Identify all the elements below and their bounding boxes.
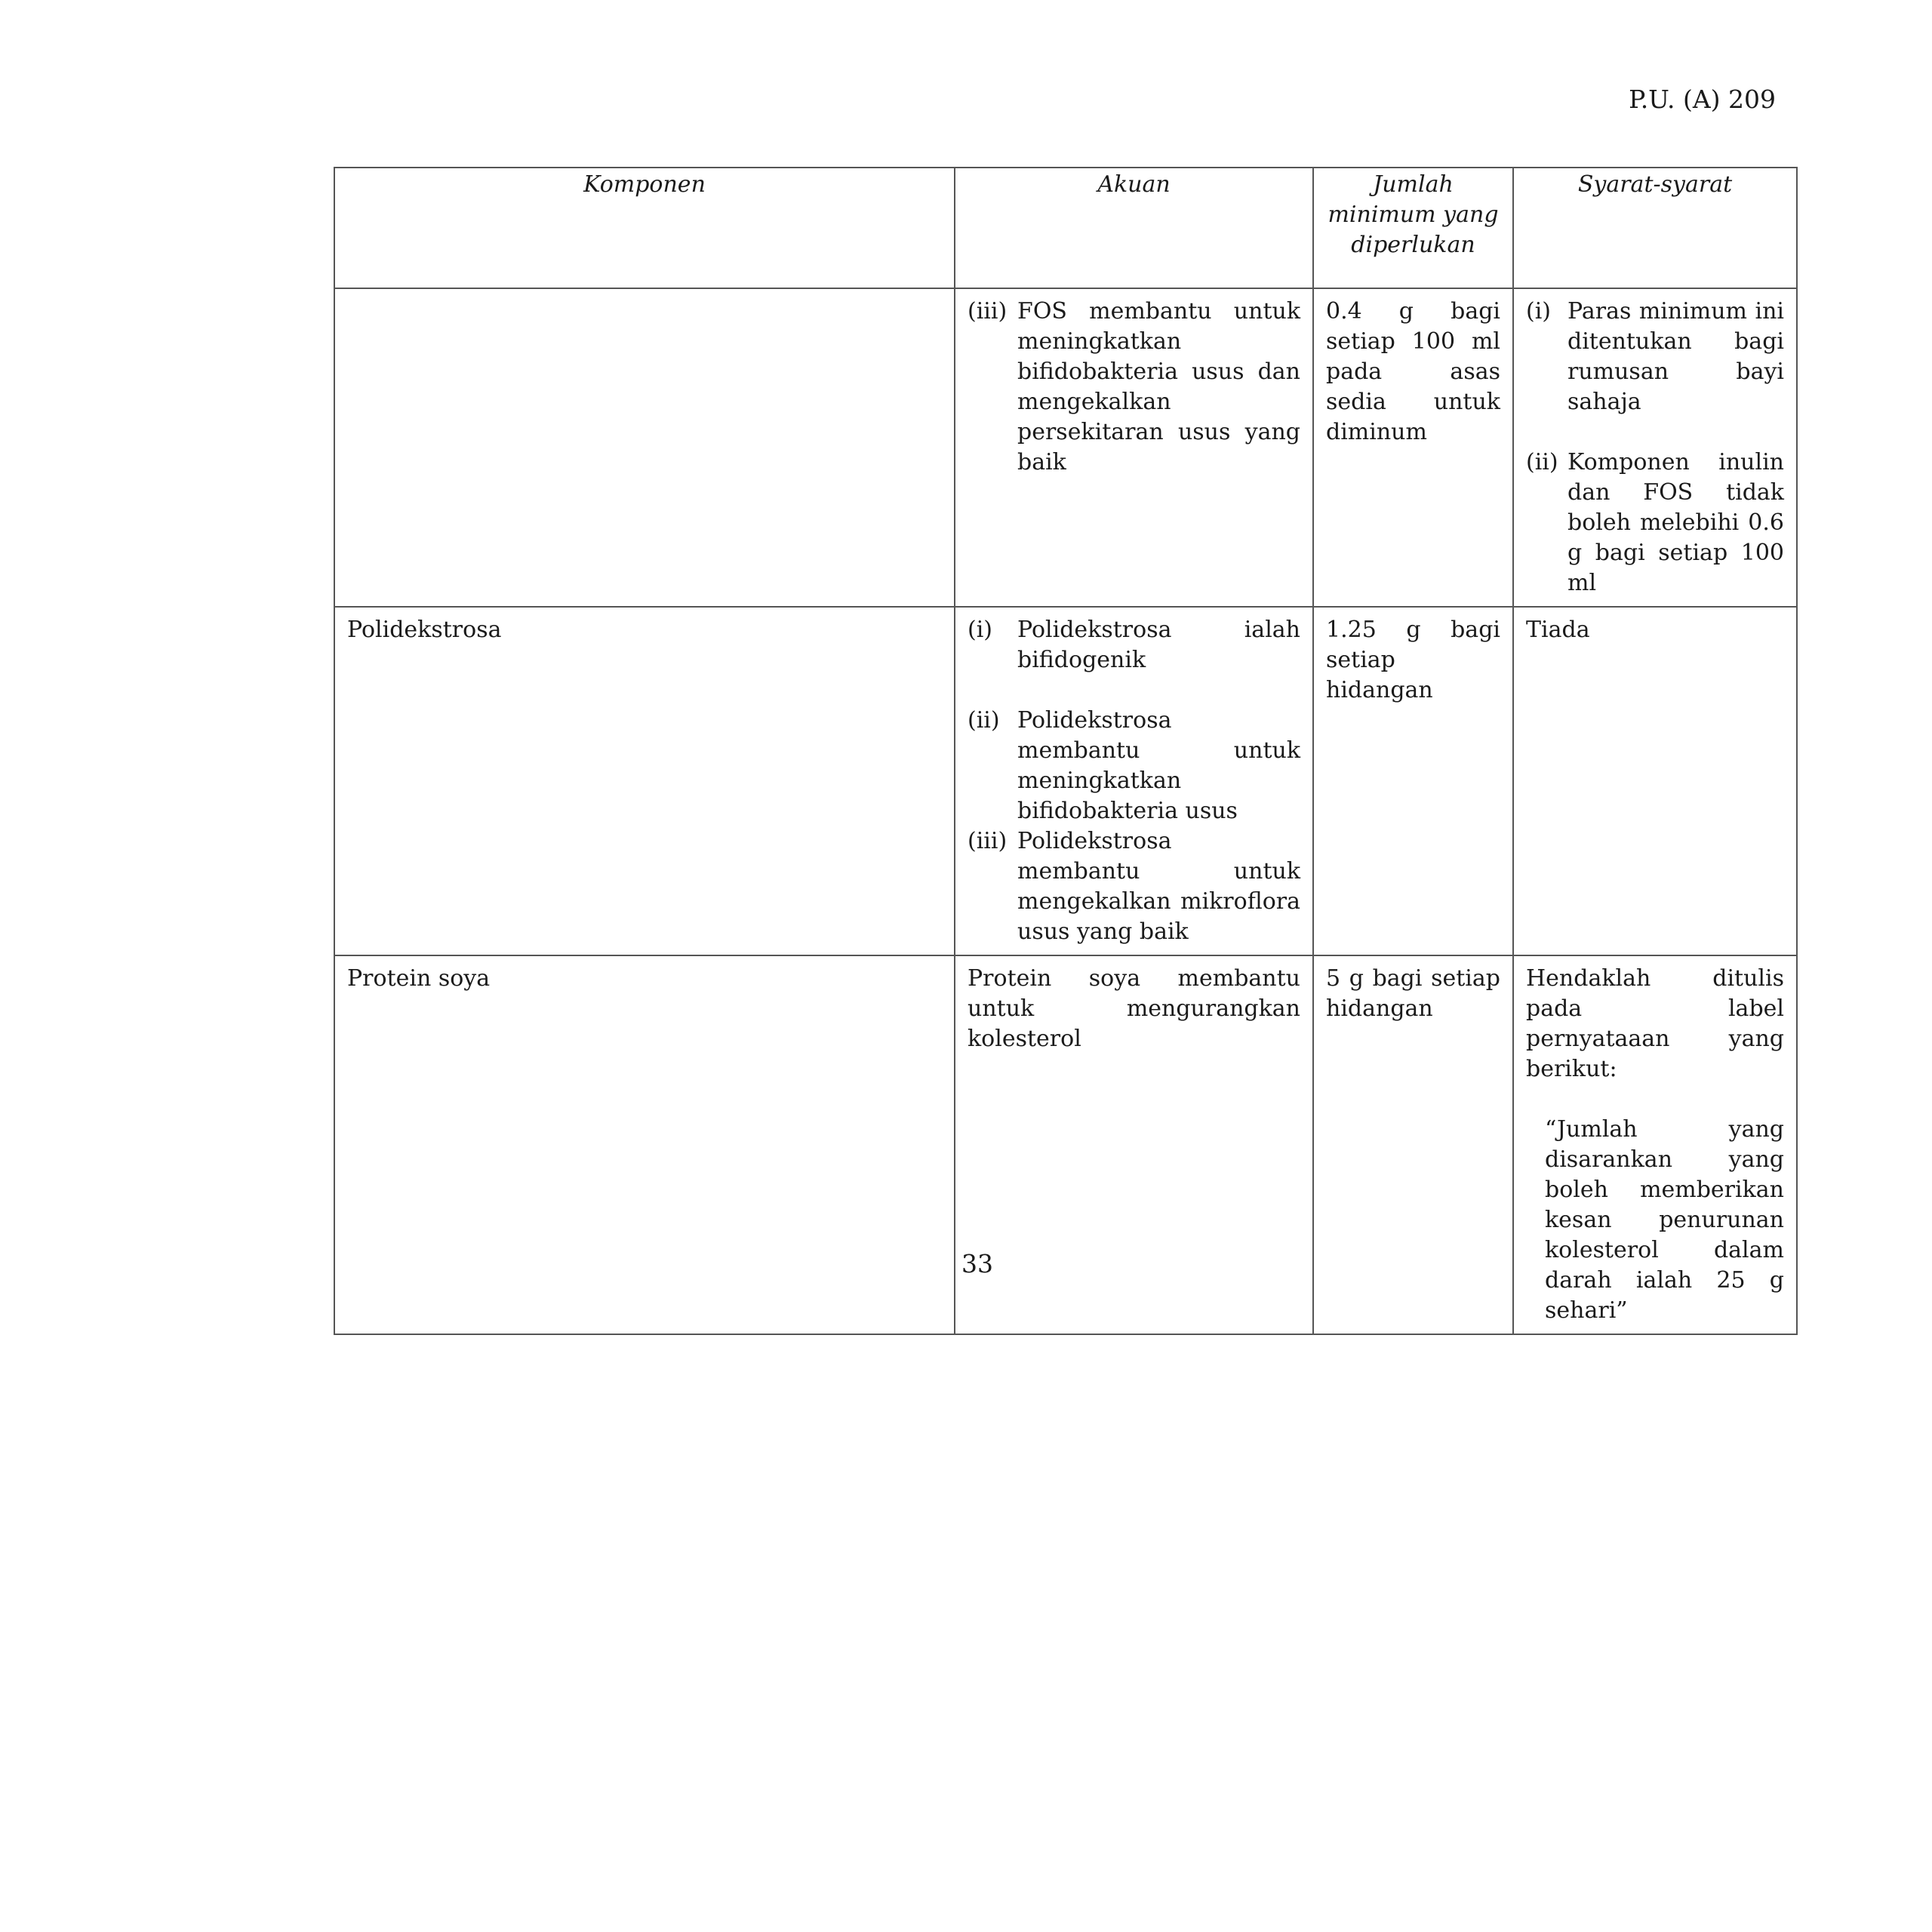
komponen-cell: Protein soya bbox=[334, 955, 955, 1334]
akuan-item bbox=[968, 706, 1300, 826]
column-header-syarat: Syarat-syarat bbox=[1513, 168, 1797, 288]
column-header-jumlah: Jumlah minimum yang diperlukan bbox=[1313, 168, 1513, 288]
item-text: Polidekstrosa membantu untuk mengekalkan mikroflora usus yang baik bbox=[1017, 828, 1300, 945]
komponen-cell bbox=[334, 288, 955, 607]
akuan-item bbox=[968, 297, 1300, 478]
item-text: FOS membantu untuk meningkatkan bifidobakteria usus dan mengekalkan persekitaran usus yang baik bbox=[1017, 298, 1300, 475]
document-reference: P.U. (A) 209 bbox=[1629, 85, 1776, 114]
claims-table bbox=[334, 167, 1798, 1335]
item-text: Polidekstrosa ialah bifidogenik bbox=[1017, 617, 1300, 673]
table-row bbox=[334, 288, 1797, 607]
item-number: (i) bbox=[1526, 298, 1552, 325]
syarat-cell: Tiada bbox=[1513, 607, 1797, 955]
akuan-cell bbox=[955, 607, 1313, 955]
komponen-cell: Polidekstrosa bbox=[334, 607, 955, 955]
jumlah-cell: 1.25 g bagi setiap hidangan bbox=[1313, 607, 1513, 955]
akuan-item bbox=[968, 615, 1300, 675]
item-number: (i) bbox=[968, 617, 993, 643]
column-header-akuan: Akuan bbox=[955, 168, 1313, 288]
syarat-item bbox=[1526, 448, 1784, 598]
syarat-quote: “Jumlah yang disarankan yang boleh memberikan kesan penurunan kolesterol dalam darah ialah 25 g sehari” bbox=[1545, 1116, 1784, 1324]
akuan-item bbox=[968, 826, 1300, 947]
syarat-item bbox=[1526, 297, 1784, 417]
item-text: Paras minimum ini ditentukan bagi rumusan bayi sahaja bbox=[1567, 298, 1784, 415]
page-number: 33 bbox=[961, 1249, 993, 1278]
jumlah-cell: 5 g bagi setiap hidangan bbox=[1313, 955, 1513, 1334]
item-number: (iii) bbox=[968, 298, 1008, 325]
table-header-row bbox=[334, 168, 1797, 288]
syarat-intro: Hendaklah ditulis pada label pernyataaan yang berikut: bbox=[1526, 965, 1784, 1082]
column-header-komponen: Komponen bbox=[334, 168, 955, 288]
table-row bbox=[334, 607, 1797, 955]
item-number: (ii) bbox=[1526, 449, 1558, 475]
jumlah-cell: 0.4 g bagi setiap 100 ml pada asas sedia untuk diminum bbox=[1313, 288, 1513, 607]
syarat-cell bbox=[1513, 288, 1797, 607]
item-number: (ii) bbox=[968, 707, 1000, 734]
item-text: Komponen inulin dan FOS tidak boleh melebihi 0.6 g bagi setiap 100 ml bbox=[1567, 449, 1784, 596]
akuan-cell: Protein soya membantu untuk mengurangkan kolesterol bbox=[955, 955, 1313, 1334]
item-number: (iii) bbox=[968, 828, 1008, 854]
item-text: Polidekstrosa membantu untuk meningkatkan bifidobakteria usus bbox=[1017, 707, 1300, 824]
akuan-cell bbox=[955, 288, 1313, 607]
